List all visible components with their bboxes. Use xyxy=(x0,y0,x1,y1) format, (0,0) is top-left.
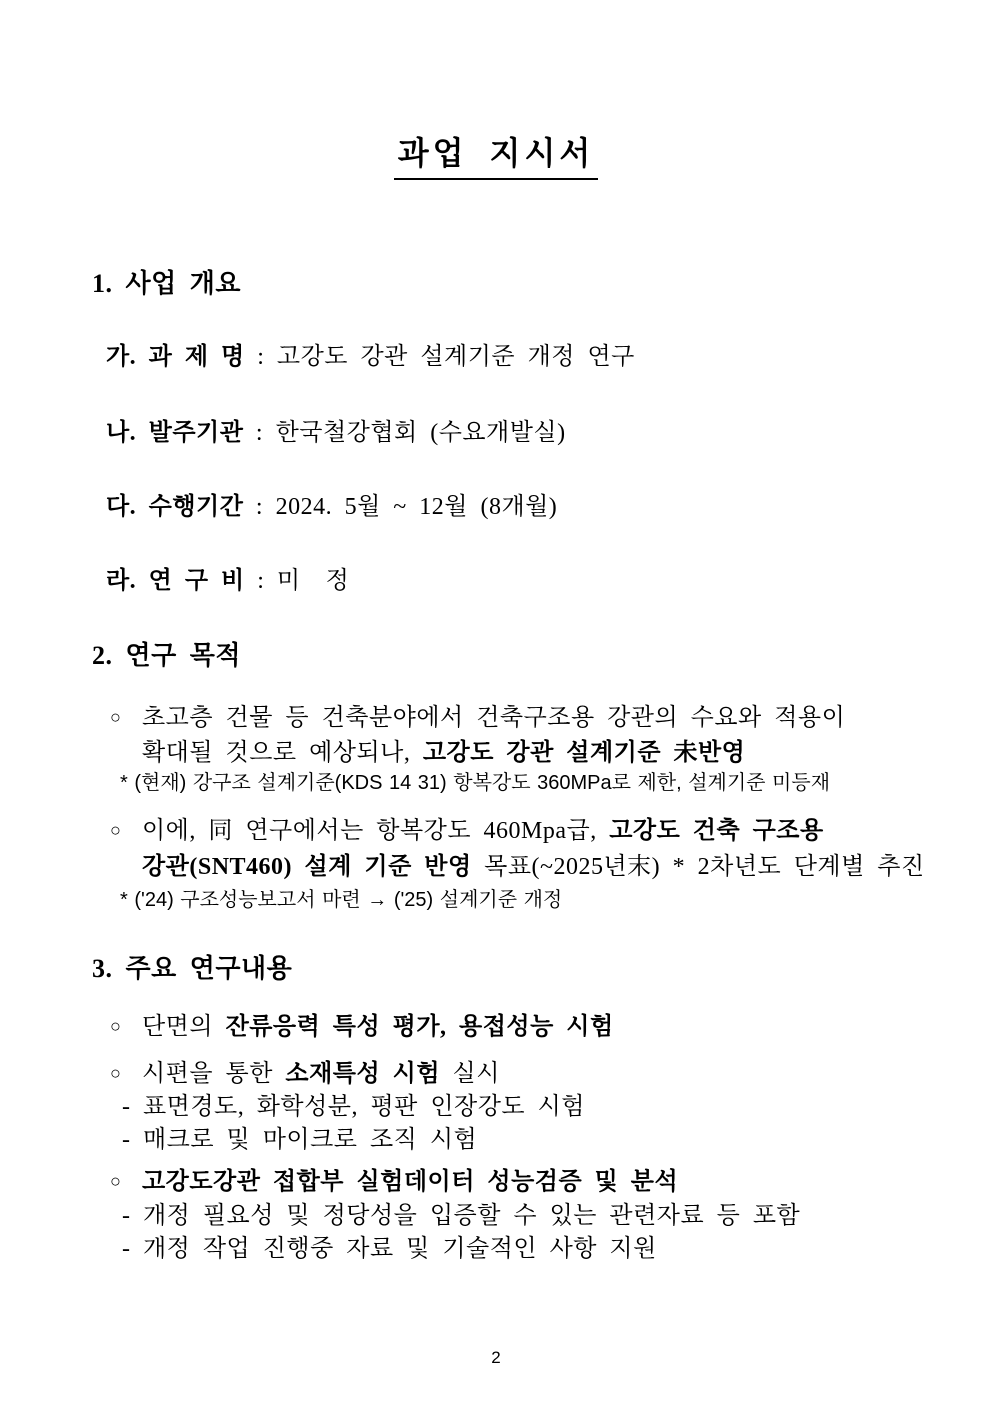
item-budget-value: 미 정 xyxy=(276,568,350,594)
s3-bullet-1-text-bold: 잔류응력 특성 평가, 용접성능 시험 xyxy=(225,1014,614,1040)
s2-bullet-1-note: * (현재) 강구조 설계기준(KDS 14 31) 항복강도 360MPa로 제한, 설계기준 미등재 xyxy=(120,772,831,794)
s3-bullet-3 xyxy=(110,1167,678,1197)
s2-bullet-2-text-2-bold: 강관(SNT460) 설계 기준 반영 xyxy=(142,854,472,880)
page-number: 2 xyxy=(491,1348,501,1367)
item-project-name xyxy=(106,342,635,372)
s3-bullet-2-subitem-2: - 매크로 및 마이크로 조직 시험 xyxy=(122,1127,478,1153)
item-period-value: 2024. 5월 ~ 12월 (8개월) xyxy=(275,494,558,520)
s3-bullet-2 xyxy=(110,1059,500,1089)
s3-bullet-1-text: 단면의 xyxy=(142,1014,226,1040)
circle-bullet-icon: ○ xyxy=(110,707,122,727)
s3-bullet-3-text-bold: 고강도강관 접합부 실험데이터 성능검증 및 분석 xyxy=(142,1169,679,1195)
item-ordering-org-sep: : xyxy=(243,420,276,446)
s3-bullet-2-text-1: 시편을 통한 xyxy=(142,1061,286,1087)
s2-bullet-2-text-1: 이에, 同 연구에서는 항복강도 460Mpa급, xyxy=(142,818,610,844)
s2-bullet-1-text-1: 초고층 건물 등 건축분야에서 건축구조용 강관의 수요와 적용이 xyxy=(142,705,846,731)
s2-bullet-1-line-2 xyxy=(142,738,745,768)
s2-bullet-2-text-2: 목표(~2025년末) * 2차년도 단계별 추진 xyxy=(471,854,925,880)
s2-bullet-2-line-2 xyxy=(142,852,925,882)
s3-bullet-2-text-2: 실시 xyxy=(440,1061,500,1087)
circle-bullet-icon: ○ xyxy=(110,1016,122,1036)
page-title: 과업 지시서 xyxy=(394,128,599,180)
s2-bullet-1-text-2: 확대될 것으로 예상되나, xyxy=(142,740,423,766)
item-project-name-sep: : xyxy=(244,344,277,370)
s3-bullet-2-text-bold: 소재특성 시험 xyxy=(285,1061,441,1087)
item-period-sep: : xyxy=(243,494,276,520)
item-ordering-org-value: 한국철강협회 (수요개발실) xyxy=(275,420,566,446)
item-budget-sep: : xyxy=(244,568,277,594)
s2-bullet-2-line-1 xyxy=(110,816,824,846)
section-1-heading: 1. 사업 개요 xyxy=(92,269,241,298)
circle-bullet-icon: ○ xyxy=(110,1063,122,1083)
item-project-name-value: 고강도 강관 설계기준 개정 연구 xyxy=(276,344,635,370)
s3-bullet-3-subitem-1: - 개정 필요성 및 정당성을 입증할 수 있는 관련자료 등 포함 xyxy=(122,1203,801,1229)
item-budget-label: 라. 연 구 비 xyxy=(106,568,245,594)
s2-bullet-1-line-1 xyxy=(110,703,845,733)
circle-bullet-icon: ○ xyxy=(110,1171,122,1191)
section-2-heading: 2. 연구 목적 xyxy=(92,641,241,670)
s3-bullet-3-subitem-2: - 개정 작업 진행중 자료 및 기술적인 사항 지원 xyxy=(122,1236,657,1262)
item-ordering-org xyxy=(106,418,566,448)
s3-bullet-2-subitem-1: - 표면경도, 화학성분, 평판 인장강도 시험 xyxy=(122,1094,585,1120)
item-project-name-label: 가. 과 제 명 xyxy=(106,344,245,370)
section-3-heading: 3. 주요 연구내용 xyxy=(92,954,293,983)
item-ordering-org-label: 나. 발주기관 xyxy=(106,420,244,446)
circle-bullet-icon: ○ xyxy=(110,820,122,840)
title-row xyxy=(0,128,992,180)
s2-bullet-2-note: * ('24) 구조성능보고서 마련 → ('25) 설계기준 개정 xyxy=(120,889,563,911)
s3-bullet-1 xyxy=(110,1012,614,1042)
item-period-label: 다. 수행기간 xyxy=(106,494,244,520)
item-budget xyxy=(106,566,349,596)
item-period xyxy=(106,492,557,522)
s2-bullet-1-text-2-bold: 고강도 강관 설계기준 未반영 xyxy=(422,740,746,766)
s2-bullet-2-text-1-bold: 고강도 건축 구조용 xyxy=(609,818,824,844)
